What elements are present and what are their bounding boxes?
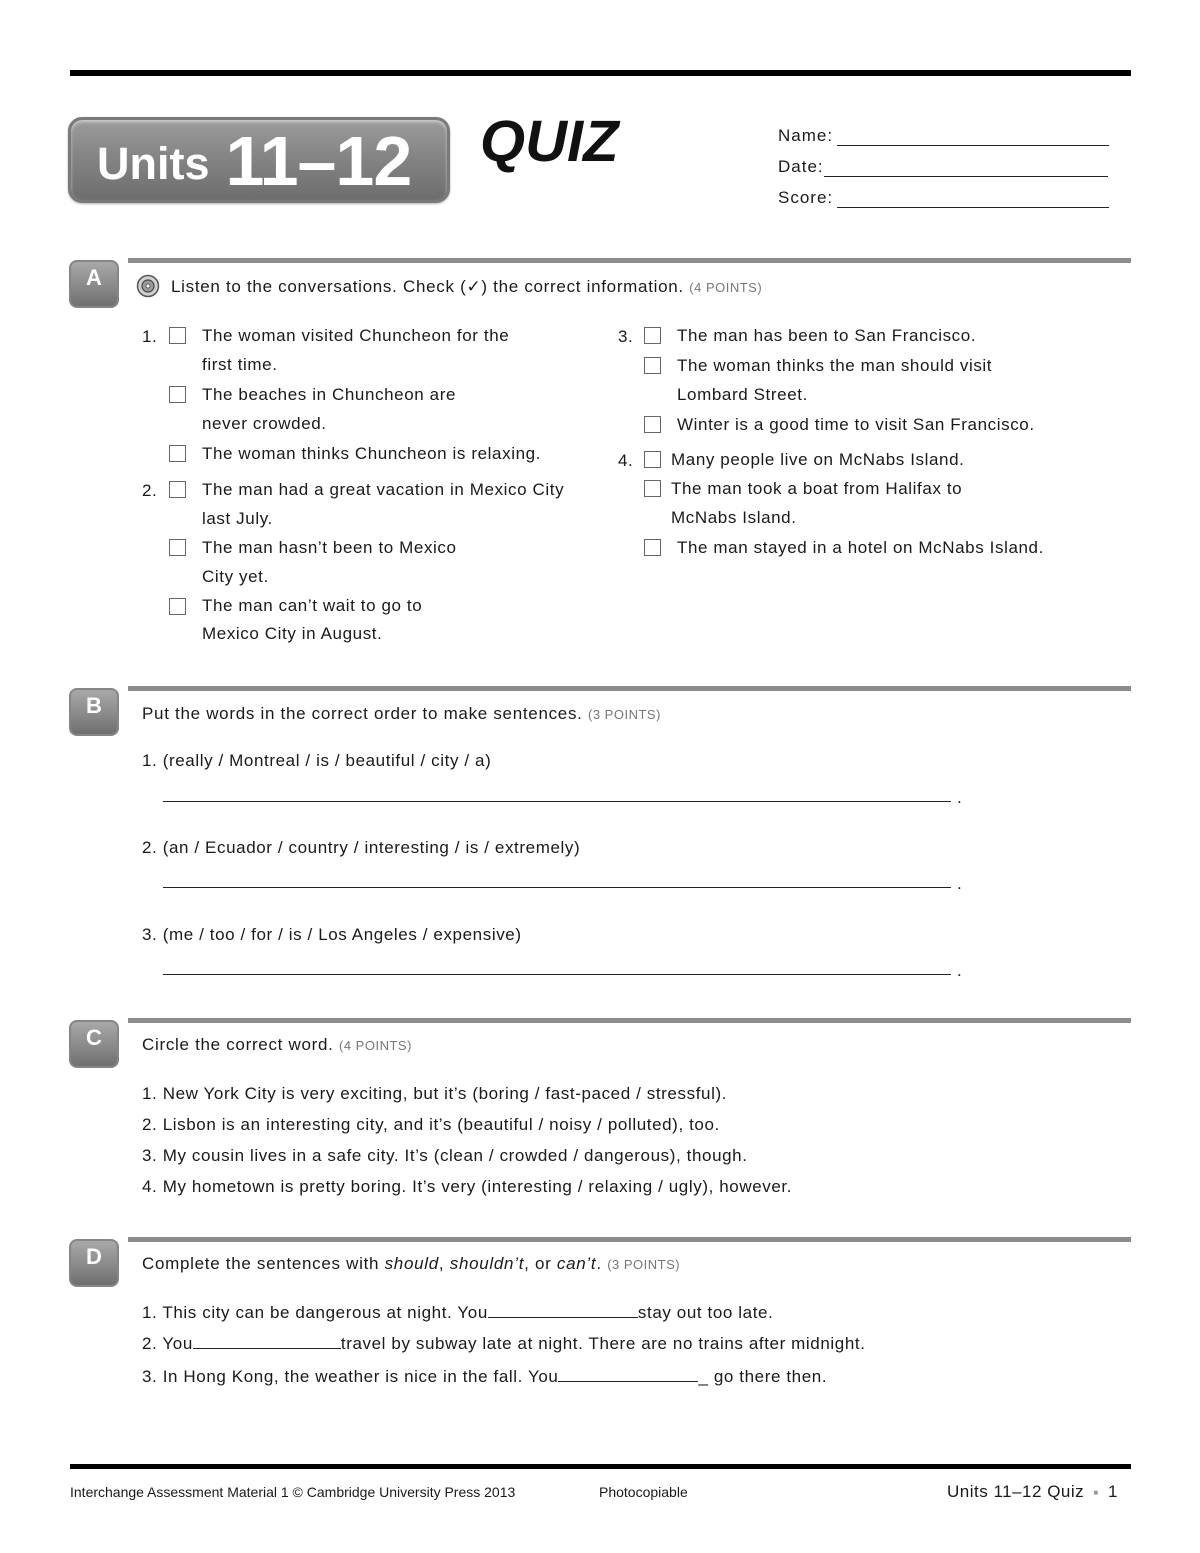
- section-d-word-should: should: [384, 1254, 439, 1273]
- section-a-tab: A: [69, 260, 119, 308]
- a3-option2-checkbox[interactable]: [644, 357, 661, 374]
- b3-prompt: 3. (me / too / for / is / Los Angeles / expensive): [142, 925, 522, 944]
- info-fields: [778, 115, 1109, 208]
- date-row: [778, 146, 1109, 177]
- quiz-title: QUIZ: [480, 109, 619, 174]
- a4-option1-checkbox[interactable]: [644, 451, 661, 468]
- a4-option2-text: The man took a boat from Halifax to McNabs Island.: [671, 479, 963, 527]
- a2-option1-text: The man had a great vacation in Mexico City last July.: [202, 480, 565, 528]
- score-row: [778, 177, 1109, 208]
- b3-answer-line[interactable]: [163, 974, 951, 975]
- a3-option1-checkbox[interactable]: [644, 327, 661, 344]
- section-a-rule: [128, 258, 1131, 263]
- section-b-rule: [128, 686, 1131, 691]
- section-c-points: (4 POINTS): [339, 1038, 412, 1053]
- a3-number: 3.: [618, 327, 634, 346]
- footer-bullet-icon: ■: [1093, 1488, 1099, 1498]
- a2-option2-text: The man hasn’t been to Mexico City yet.: [202, 538, 457, 586]
- c3-sentence: 3. My cousin lives in a safe city. It’s (clean / crowded / dangerous), though.: [142, 1146, 748, 1165]
- score-field[interactable]: [837, 190, 1109, 208]
- a2-option2-checkbox[interactable]: [169, 539, 186, 556]
- b1-period: .: [957, 788, 962, 807]
- d2-sentence: [142, 1329, 866, 1358]
- d3-after: _ go there then.: [698, 1367, 828, 1386]
- a4-option1-text: Many people live on McNabs Island.: [671, 450, 965, 469]
- b1-answer-line[interactable]: [163, 801, 951, 802]
- b2-prompt: 2. (an / Ecuador / country / interesting / is / extremely): [142, 838, 581, 857]
- footer-page-title: Units 11–12 Quiz: [947, 1482, 1085, 1501]
- footer-page-number: 1: [1107, 1482, 1118, 1501]
- units-number: 11–12: [225, 122, 412, 200]
- section-c-instruction-text: Circle the correct word.: [142, 1035, 334, 1054]
- units-badge: [68, 117, 450, 203]
- a4-option3-checkbox[interactable]: [644, 539, 661, 556]
- a1-option1-text: The woman visited Chuncheon for the first time.: [202, 326, 510, 374]
- section-d-instruction: [142, 1254, 680, 1274]
- d1-after: stay out too late.: [637, 1303, 774, 1322]
- c1-sentence: 1. New York City is very exciting, but it’s (boring / fast-paced / stressful).: [142, 1084, 728, 1103]
- name-field[interactable]: [837, 128, 1109, 146]
- d1-sentence: [142, 1298, 773, 1327]
- section-b-tab: B: [69, 688, 119, 736]
- d2-after: travel by subway late at night. There are no trains after midnight.: [340, 1334, 866, 1353]
- a2-option3-text: The man can’t wait to go to Mexico City in August.: [202, 596, 423, 643]
- section-d-rule: [128, 1237, 1131, 1242]
- section-d-sep2: , or: [524, 1254, 557, 1273]
- section-d-instruction-post: .: [596, 1254, 602, 1273]
- d2-before: 2. You: [142, 1334, 193, 1353]
- a1-option2-checkbox[interactable]: [169, 386, 186, 403]
- b2-answer-line[interactable]: [163, 887, 951, 888]
- a3-option2-text: The woman thinks the man should visit Lombard Street.: [677, 356, 993, 404]
- section-d-points: (3 POINTS): [607, 1257, 681, 1272]
- c2-sentence: 2. Lisbon is an interesting city, and it’s (beautiful / noisy / polluted), too.: [142, 1115, 720, 1134]
- footer-page-label: [947, 1482, 1118, 1502]
- section-c-rule: [128, 1018, 1131, 1023]
- a2-option3-checkbox[interactable]: [169, 598, 186, 615]
- section-a-instruction-text: Listen to the conversations. Check (✓) the correct information.: [171, 277, 684, 296]
- a1-option3-text: The woman thinks Chuncheon is relaxing.: [202, 444, 542, 463]
- section-b-instruction-text: Put the words in the correct order to make sentences.: [142, 704, 583, 723]
- section-d-instruction-pre: Complete the sentences with: [142, 1254, 385, 1273]
- d3-sentence: [142, 1362, 827, 1391]
- date-label: Date:: [778, 157, 824, 176]
- d1-before: 1. This city can be dangerous at night. You: [142, 1303, 488, 1322]
- b1-prompt: 1. (really / Montreal / is / beautiful / city / a): [142, 751, 492, 770]
- bottom-rule: [70, 1464, 1131, 1469]
- date-field[interactable]: [824, 159, 1108, 177]
- section-b-points: (3 POINTS): [588, 707, 661, 722]
- top-rule: [70, 70, 1131, 76]
- section-b-instruction: [142, 704, 661, 724]
- b2-period: .: [957, 874, 962, 893]
- a4-option2-checkbox[interactable]: [644, 480, 661, 497]
- a3-option1-text: The man has been to San Francisco.: [677, 326, 977, 345]
- a3-option3-text: Winter is a good time to visit San Francisco.: [677, 415, 1035, 434]
- a2-number: 2.: [142, 481, 158, 500]
- d1-blank[interactable]: [488, 1302, 638, 1318]
- name-label: Name:: [778, 126, 834, 145]
- section-d-sep1: ,: [438, 1254, 450, 1273]
- a2-option1-checkbox[interactable]: [169, 481, 186, 498]
- section-c-tab: C: [69, 1020, 119, 1068]
- score-label: Score:: [778, 188, 834, 207]
- d3-before: 3. In Hong Kong, the weather is nice in the fall. You: [142, 1367, 559, 1386]
- c4-sentence: 4. My hometown is pretty boring. It’s very (interesting / relaxing / ugly), however.: [142, 1177, 793, 1196]
- d2-blank[interactable]: [193, 1333, 341, 1349]
- b3-period: .: [957, 961, 962, 980]
- section-a-points: (4 POINTS): [689, 280, 763, 295]
- footer-photocopiable: Photocopiable: [599, 1484, 688, 1500]
- d3-blank[interactable]: [558, 1366, 698, 1382]
- name-row: [778, 115, 1109, 146]
- a1-option2-text: The beaches in Chuncheon are never crowded.: [202, 385, 457, 433]
- section-d-tab: D: [69, 1239, 119, 1287]
- a1-option1-checkbox[interactable]: [169, 327, 186, 344]
- section-d-word-shouldnt: shouldn’t: [449, 1254, 525, 1273]
- a4-number: 4.: [618, 451, 634, 470]
- a4-option3-text: The man stayed in a hotel on McNabs Island.: [677, 538, 1044, 557]
- footer-copyright: Interchange Assessment Material 1 © Cambridge University Press 2013: [70, 1484, 516, 1500]
- audio-cd-icon[interactable]: [136, 274, 160, 298]
- units-word: Units: [97, 138, 210, 189]
- a3-option3-checkbox[interactable]: [644, 416, 661, 433]
- section-c-instruction: [142, 1035, 412, 1055]
- section-a-instruction: [171, 277, 762, 297]
- a1-number: 1.: [142, 327, 158, 346]
- a1-option3-checkbox[interactable]: [169, 445, 186, 462]
- section-d-word-cant: can’t: [556, 1254, 597, 1273]
